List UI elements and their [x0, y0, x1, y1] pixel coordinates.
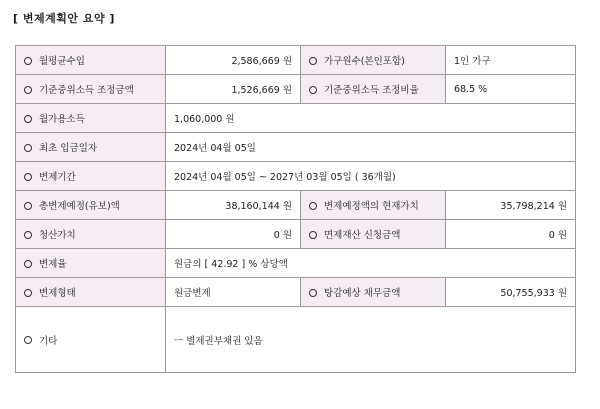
row-label: 변제예정액의 현재가치 — [324, 201, 419, 212]
row-value-cell: 원금의 [ 42.92 ] % 상당액 — [166, 249, 576, 278]
row-label-cell — [16, 133, 166, 162]
row-label-cell — [301, 46, 446, 75]
row-label-cell — [16, 46, 166, 75]
row-value-cell: 0 원 — [166, 220, 301, 249]
circle-bullet-icon — [24, 260, 32, 268]
row-value-cell: 1,060,000 원 — [166, 104, 576, 133]
row-label-cell — [16, 104, 166, 133]
row-label: 기준중위소득 조정비율 — [324, 85, 419, 96]
row-value-cell: 35,798,214 원 — [446, 191, 576, 220]
circle-bullet-icon — [309, 57, 317, 65]
table-row — [16, 75, 576, 104]
table-row — [16, 220, 576, 249]
table-row — [16, 191, 576, 220]
row-label: 월가용소득 — [39, 114, 85, 125]
row-label-cell — [16, 278, 166, 307]
row-label-cell — [16, 220, 166, 249]
circle-bullet-icon — [24, 202, 32, 210]
row-label-cell — [301, 75, 446, 104]
table-row — [16, 307, 576, 373]
row-label: 탕감예상 채무금액 — [324, 288, 401, 299]
circle-bullet-icon — [309, 86, 317, 94]
row-value-cell: 38,160,144 원 — [166, 191, 301, 220]
section-title: [ 변제계획안 요약 ] — [13, 12, 115, 25]
row-value-cell: 0 원 — [446, 220, 576, 249]
table-row — [16, 278, 576, 307]
row-label: 면제재산 신청금액 — [324, 230, 401, 241]
row-value-cell: 2024년 04월 05일 — [166, 133, 576, 162]
table-row — [16, 162, 576, 191]
circle-bullet-icon — [24, 86, 32, 94]
row-label-cell — [301, 191, 446, 220]
circle-bullet-icon — [24, 57, 32, 65]
row-label: 청산가치 — [39, 230, 76, 241]
row-label-cell — [16, 75, 166, 104]
plan-summary-table — [15, 45, 576, 373]
circle-bullet-icon — [24, 144, 32, 152]
circle-bullet-icon — [24, 336, 32, 344]
row-label: 기준중위소득 조정금액 — [39, 85, 134, 96]
row-value-cell: 1,526,669 원 — [166, 75, 301, 104]
circle-bullet-icon — [309, 202, 317, 210]
circle-bullet-icon — [24, 173, 32, 181]
row-label: 가구원수(본인포함) — [324, 56, 405, 67]
row-label-cell — [16, 249, 166, 278]
table-row — [16, 104, 576, 133]
row-value-cell: 1인 가구 — [446, 46, 576, 75]
row-value-cell: 2024년 04월 05일 ~ 2027년 03월 05일 ( 36개월) — [166, 162, 576, 191]
row-value-cell: 68.5 % — [446, 75, 576, 104]
table-row — [16, 133, 576, 162]
row-value-cell: ㅡ 별제권부채권 있음 — [166, 307, 576, 373]
row-label: 기타 — [39, 335, 58, 347]
row-label: 변제율 — [39, 259, 67, 270]
row-label-cell — [16, 162, 166, 191]
table-row — [16, 249, 576, 278]
table-row — [16, 46, 576, 75]
circle-bullet-icon — [24, 231, 32, 239]
row-label: 최초 입금일자 — [39, 143, 98, 154]
row-value-cell: 50,755,933 원 — [446, 278, 576, 307]
row-label-cell — [301, 220, 446, 249]
circle-bullet-icon — [24, 289, 32, 297]
circle-bullet-icon — [24, 115, 32, 123]
circle-bullet-icon — [309, 289, 317, 297]
row-label: 월평균수입 — [39, 56, 85, 67]
row-label-cell — [16, 191, 166, 220]
row-label: 총변제예정(유보)액 — [39, 201, 120, 212]
row-label-cell — [301, 278, 446, 307]
row-label: 변제기간 — [39, 172, 76, 183]
row-value-cell: 원금변제 — [166, 278, 301, 307]
row-label: 변제형태 — [39, 288, 76, 299]
circle-bullet-icon — [309, 231, 317, 239]
row-value-cell: 2,586,669 원 — [166, 46, 301, 75]
row-label-cell — [16, 307, 166, 373]
